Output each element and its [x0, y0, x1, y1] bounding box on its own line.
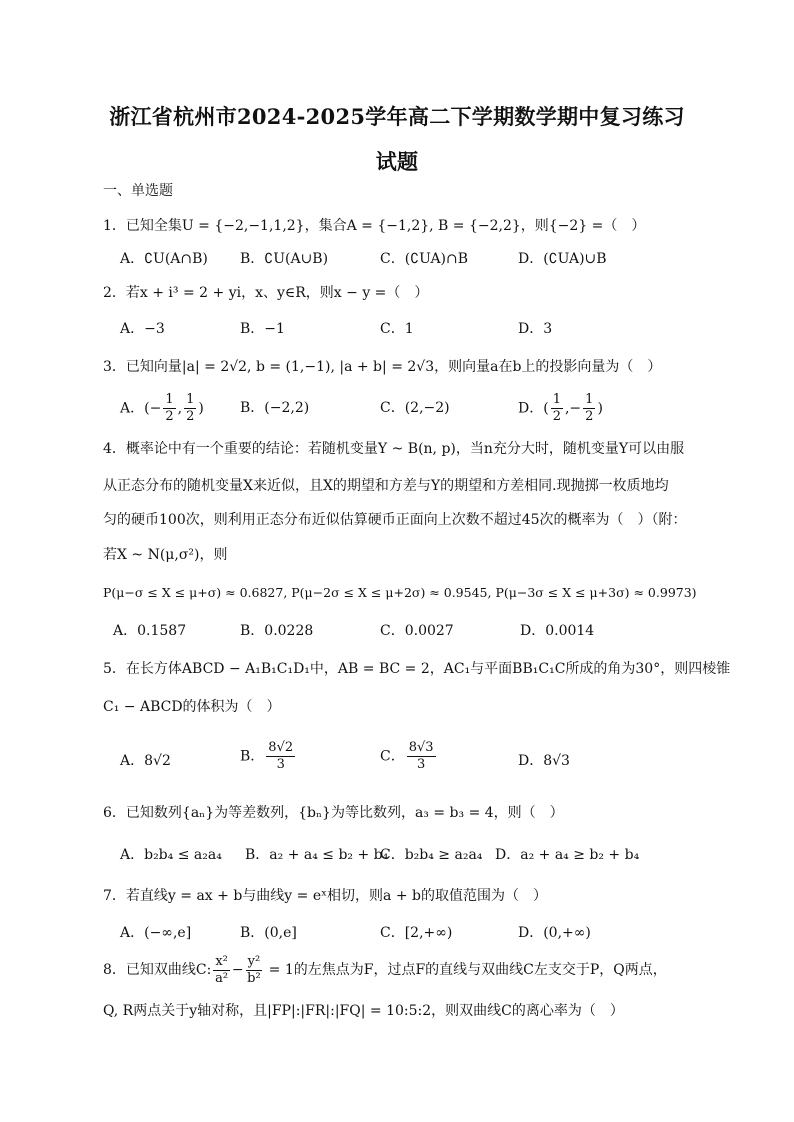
question-6-option-d: D．a₂ + a₄ ≥ b₂ + b₄ [495, 847, 640, 863]
question-3-option-a: A．(− $\frac{1}{2}$ , $\frac{1}{2}$ ) [120, 392, 204, 424]
question-5-option-d: D．8√3 [518, 753, 570, 769]
question-7-option-d: D．(0,+∞) [518, 925, 591, 941]
question-4-option-a: A．0.1587 [113, 623, 187, 639]
question-6-option-b: B．a₂ + a₄ ≤ b₂ + b₄ [245, 847, 389, 863]
fraction: $\frac{1}{2}$ [186, 392, 195, 424]
fraction: $\frac{8√2}{3}$ [268, 740, 294, 772]
question-6-option-a: A．b₂b₄ ≤ a₂a₄ [120, 847, 222, 863]
option-b-label: B． [240, 748, 265, 765]
question-4-line-4: 若X ~ N(μ,σ²)，则 [103, 547, 228, 563]
question-1-option-b: B．∁U(A∪B) [240, 251, 329, 267]
question-8-stem-prefix: 8．已知双曲线C: [103, 962, 212, 978]
question-1-option-a: A．∁U(A∩B) [120, 251, 208, 267]
question-7-stem: 7．若直线y = ax + b与曲线y = eˣ相切，则a + b的取值范围为（ ） [103, 888, 547, 904]
question-5-line-2: C₁ − ABCD的体积为（ ） [103, 699, 281, 715]
option-a-label: A． [120, 400, 145, 417]
question-8-stem-suffix: = 1的左焦点为F，过点F的直线与双曲线C左支交于P，Q两点， [264, 962, 667, 978]
fraction: $\frac{1}{2}$ [585, 392, 594, 424]
question-4-option-d: D．0.0014 [520, 623, 595, 639]
question-5-option-b [240, 740, 297, 773]
question-4-option-b: B．0.0228 [240, 623, 314, 639]
option-d-label: D． [518, 400, 544, 417]
fraction: $\frac{\text{y²}}{\text{b²}}$ [247, 953, 261, 986]
question-3-option-b: B．(−2,2) [240, 400, 310, 416]
doc-title-line1: 浙江省杭州市2024-2025学年高二下学期数学期中复习练习 [109, 104, 685, 129]
question-6-stem: 6．已知数列{aₙ}为等差数列，{bₙ}为等比数列，a₃ = b₃ = 4，则（ ） [103, 805, 564, 821]
question-8-line-2: Q, R两点关于y轴对称，且|FP|:|FR|:|FQ| = 10:5:2，则双曲线C的离心率为（ ） [103, 1003, 624, 1019]
fraction: $\frac{\text{x²}}{\text{a²}}$ [215, 953, 229, 986]
fraction: $\frac{1}{2}$ [165, 392, 174, 424]
question-3-option-c: C．(2,−2) [380, 400, 450, 416]
question-4-option-c: C．0.0027 [380, 623, 454, 639]
question-2-option-b: B．−1 [240, 321, 285, 337]
question-4-line-3: 匀的硬币100次，则利用正态分布近似估算硬币正面向上次数不超过45次的概率为（ ）（附： [103, 512, 687, 528]
question-2-option-d: D．3 [518, 321, 553, 337]
question-8-line-1: 8．已知双曲线C: $\frac{\text{x²}}{\text{a²}}$ − $\frac{\text{y²}}{\text{b²}}$ = 1的左焦点为F，过点F的直线与双曲线C左支交于P，Q两点， [103, 953, 667, 986]
question-5-option-a: A．8√2 [120, 753, 171, 769]
question-2-option-a: A．−3 [120, 321, 165, 337]
question-5-line-1: 5．在长方体ABCD − A₁B₁C₁D₁中，AB = BC = 2，AC₁与平面BB₁C₁C所成的角为30°，则四棱锥 [103, 661, 731, 677]
question-4-line-2: 从正态分布的随机变量X来近似，且X的期望和方差与Y的期望和方差相同.现抛掷一枚质地均 [103, 478, 669, 494]
question-5-option-c [380, 740, 438, 773]
question-2-option-c: C．1 [380, 321, 414, 337]
fraction: $\frac{8√3}{3}$ [408, 740, 434, 772]
question-6-option-c: C．b₂b₄ ≥ a₂a₄ [380, 847, 483, 863]
option-c-label: C． [380, 748, 405, 765]
question-1-option-d: D．(∁UA)∪B [518, 251, 607, 267]
question-4-line-1: 4．概率论中有一个重要的结论：若随机变量Y ~ B(n, p)，当n充分大时，随机变量Y可以由服 [103, 441, 685, 457]
question-3-stem: 3．已知向量|a| = 2√2, b = (1,−1), |a + b| = 2√3，则向量a在b上的投影向量为（ ） [103, 359, 662, 375]
question-7-option-c: C．[2,+∞) [380, 925, 453, 941]
question-1-option-c: C．(∁UA)∩B [380, 251, 469, 267]
question-7-option-a: A．(−∞,e] [120, 925, 192, 941]
question-1-stem: 1．已知全集U = {−2,−1,1,2}，集合A = {−1,2}, B = {−2,2}，则{−2} =（ ） [103, 218, 646, 234]
section-heading: 一、单选题 [103, 183, 173, 199]
question-3-option-d: D．( $\frac{1}{2}$ ,− $\frac{1}{2}$ ) [518, 392, 603, 424]
question-7-option-b: B．(0,e] [240, 925, 297, 941]
doc-title-line2: 试题 [375, 149, 419, 174]
fraction: $\frac{1}{2}$ [552, 392, 561, 424]
question-2-stem: 2．若x + i³ = 2 + yi，x、y∈R，则x − y =（ ） [103, 285, 429, 301]
question-4-line-5: P(μ−σ ≤ X ≤ μ+σ) ≈ 0.6827, P(μ−2σ ≤ X ≤ μ+2σ) ≈ 0.9545, P(μ−3σ ≤ X ≤ μ+3σ) ≈ 0.9973) [103, 585, 697, 600]
